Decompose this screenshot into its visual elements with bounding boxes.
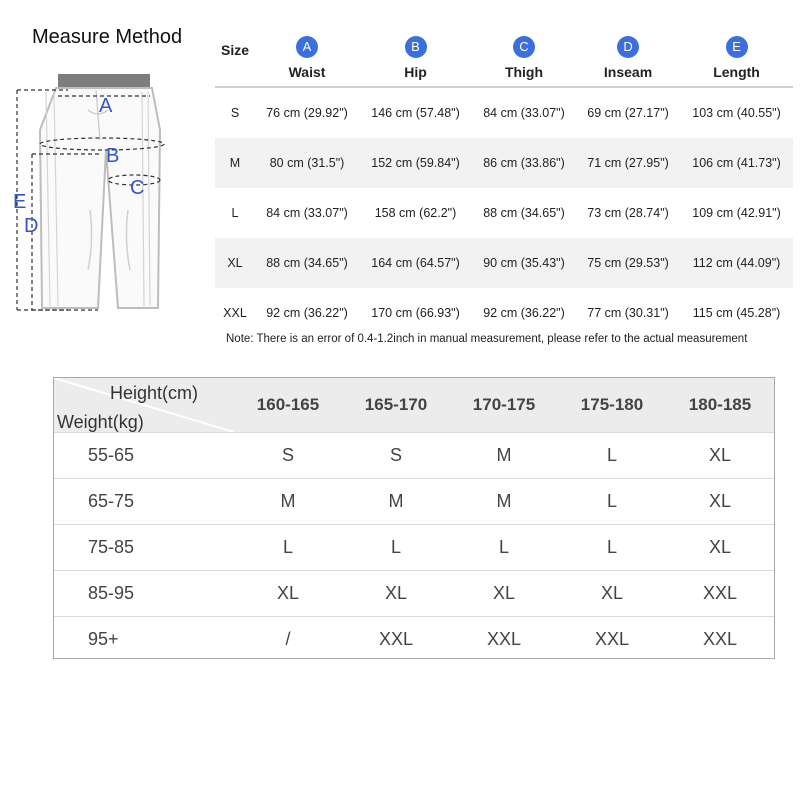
- table-row: [54, 525, 774, 571]
- size-cell: S: [230, 106, 240, 120]
- corner-header: [54, 378, 234, 433]
- badge-B: B: [405, 36, 427, 58]
- weight-range-cell: 95+: [54, 617, 234, 663]
- table-cell: 109 cm (42.91"): [692, 206, 781, 220]
- size-column-header: Size: [220, 42, 249, 58]
- size-recommendation-cell: XXL: [666, 617, 774, 663]
- height-range-header: 175-180: [558, 378, 666, 433]
- table-row: [215, 238, 793, 288]
- height-range-header: 160-165: [234, 378, 342, 433]
- size-chart-header-row: [215, 14, 793, 87]
- size-recommendation-cell: XL: [450, 571, 558, 617]
- size-recommendation-cell: L: [558, 479, 666, 525]
- table-cell: 106 cm (41.73"): [680, 138, 793, 188]
- size-recommendation-cell: XXL: [666, 571, 774, 617]
- size-cell: L: [231, 206, 239, 220]
- size-recommendation-cell: L: [558, 433, 666, 479]
- thigh-column-header: C Thigh: [472, 14, 576, 87]
- table-cell: 84 cm (33.07"): [483, 106, 565, 120]
- size-recommendation-cell: M: [450, 433, 558, 479]
- label-B: B: [106, 145, 120, 167]
- size-recommendation-cell: XL: [234, 571, 342, 617]
- table-cell: 164 cm (64.57"): [359, 238, 472, 288]
- table-row: [215, 87, 793, 138]
- length-column-header: E Length: [680, 14, 793, 87]
- table-cell: 69 cm (27.17"): [587, 106, 669, 120]
- size-cell: M: [215, 138, 255, 188]
- table-cell: 71 cm (27.95"): [576, 138, 680, 188]
- table-cell: 75 cm (29.53"): [576, 238, 680, 288]
- table-cell: 90 cm (35.43"): [472, 238, 576, 288]
- height-header-row: [54, 378, 774, 433]
- label-E: E: [13, 191, 27, 213]
- table-cell: 88 cm (34.65"): [483, 206, 565, 220]
- size-recommendation-cell: L: [450, 525, 558, 571]
- size-cell: XL: [215, 238, 255, 288]
- table-cell: 92 cm (36.22"): [266, 306, 348, 320]
- height-range-header: 165-170: [342, 378, 450, 433]
- size-cell: XXL: [223, 306, 247, 320]
- table-cell: 88 cm (34.65"): [255, 238, 359, 288]
- badge-A: A: [296, 36, 318, 58]
- table-cell: 73 cm (28.74"): [587, 206, 669, 220]
- size-recommendation-cell: M: [234, 479, 342, 525]
- table-row: [215, 138, 793, 188]
- table-cell: 80 cm (31.5"): [255, 138, 359, 188]
- weight-label: Weight(kg): [57, 412, 144, 432]
- size-recommendation-cell: M: [450, 479, 558, 525]
- badge-D: D: [617, 36, 639, 58]
- measure-method-title: Measure Method: [32, 26, 183, 48]
- height-range-header: 180-185: [666, 378, 774, 433]
- table-row: [215, 188, 793, 238]
- size-recommendation-cell: XXL: [450, 617, 558, 663]
- height-range-header: 170-175: [450, 378, 558, 433]
- table-cell: 115 cm (45.28"): [692, 306, 781, 320]
- table-cell: 146 cm (57.48"): [371, 106, 460, 120]
- table-cell: 103 cm (40.55"): [692, 106, 781, 120]
- waistband: [58, 74, 150, 88]
- size-recommendation-cell: S: [342, 433, 450, 479]
- size-recommendation-cell: XXL: [558, 617, 666, 663]
- size-recommendation-cell: L: [234, 525, 342, 571]
- weight-range-cell: 75-85: [54, 525, 234, 571]
- table-cell: 158 cm (62.2"): [374, 206, 457, 220]
- size-recommendation-cell: XXL: [342, 617, 450, 663]
- size-recommendation-cell: /: [234, 617, 342, 663]
- pants-diagram: [10, 70, 210, 320]
- weight-range-cell: 65-75: [54, 479, 234, 525]
- size-recommendation-cell: L: [342, 525, 450, 571]
- size-recommendation-cell: XL: [666, 433, 774, 479]
- badge-C: C: [513, 36, 535, 58]
- table-cell: 152 cm (59.84"): [359, 138, 472, 188]
- measurement-note: Note: There is an error of 0.4-1.2inch in manual measurement, please refer to the actual measurement: [226, 333, 748, 345]
- size-recommendation-cell: XL: [342, 571, 450, 617]
- table-cell: 84 cm (33.07"): [266, 206, 348, 220]
- table-row: [54, 571, 774, 617]
- size-recommendation-cell: XL: [558, 571, 666, 617]
- table-row: [54, 617, 774, 663]
- inseam-column-header: D Inseam: [576, 14, 680, 87]
- weight-range-cell: 85-95: [54, 571, 234, 617]
- table-row: [215, 288, 793, 338]
- size-recommendation-table: [53, 377, 775, 659]
- size-recommendation-cell: L: [558, 525, 666, 571]
- size-chart-table: [215, 14, 793, 338]
- table-cell: 112 cm (44.09"): [680, 238, 793, 288]
- size-recommendation-cell: S: [234, 433, 342, 479]
- table-cell: 86 cm (33.86"): [472, 138, 576, 188]
- table-cell: 92 cm (36.22"): [483, 306, 565, 320]
- height-label: Height(cm): [110, 383, 199, 403]
- table-cell: 170 cm (66.93"): [371, 306, 460, 320]
- table-cell: 77 cm (30.31"): [587, 306, 669, 320]
- badge-E: E: [726, 36, 748, 58]
- hip-column-header: B Hip: [359, 14, 472, 87]
- table-row: [54, 433, 774, 479]
- label-A: A: [99, 95, 113, 117]
- label-C: C: [130, 177, 145, 199]
- table-row: [54, 479, 774, 525]
- size-recommendation-cell: M: [342, 479, 450, 525]
- weight-range-cell: 55-65: [54, 433, 234, 479]
- size-recommendation-cell: XL: [666, 525, 774, 571]
- waist-column-header: A Waist: [255, 14, 359, 87]
- label-D: D: [24, 215, 39, 237]
- size-recommendation-cell: XL: [666, 479, 774, 525]
- table-cell: 76 cm (29.92"): [266, 106, 348, 120]
